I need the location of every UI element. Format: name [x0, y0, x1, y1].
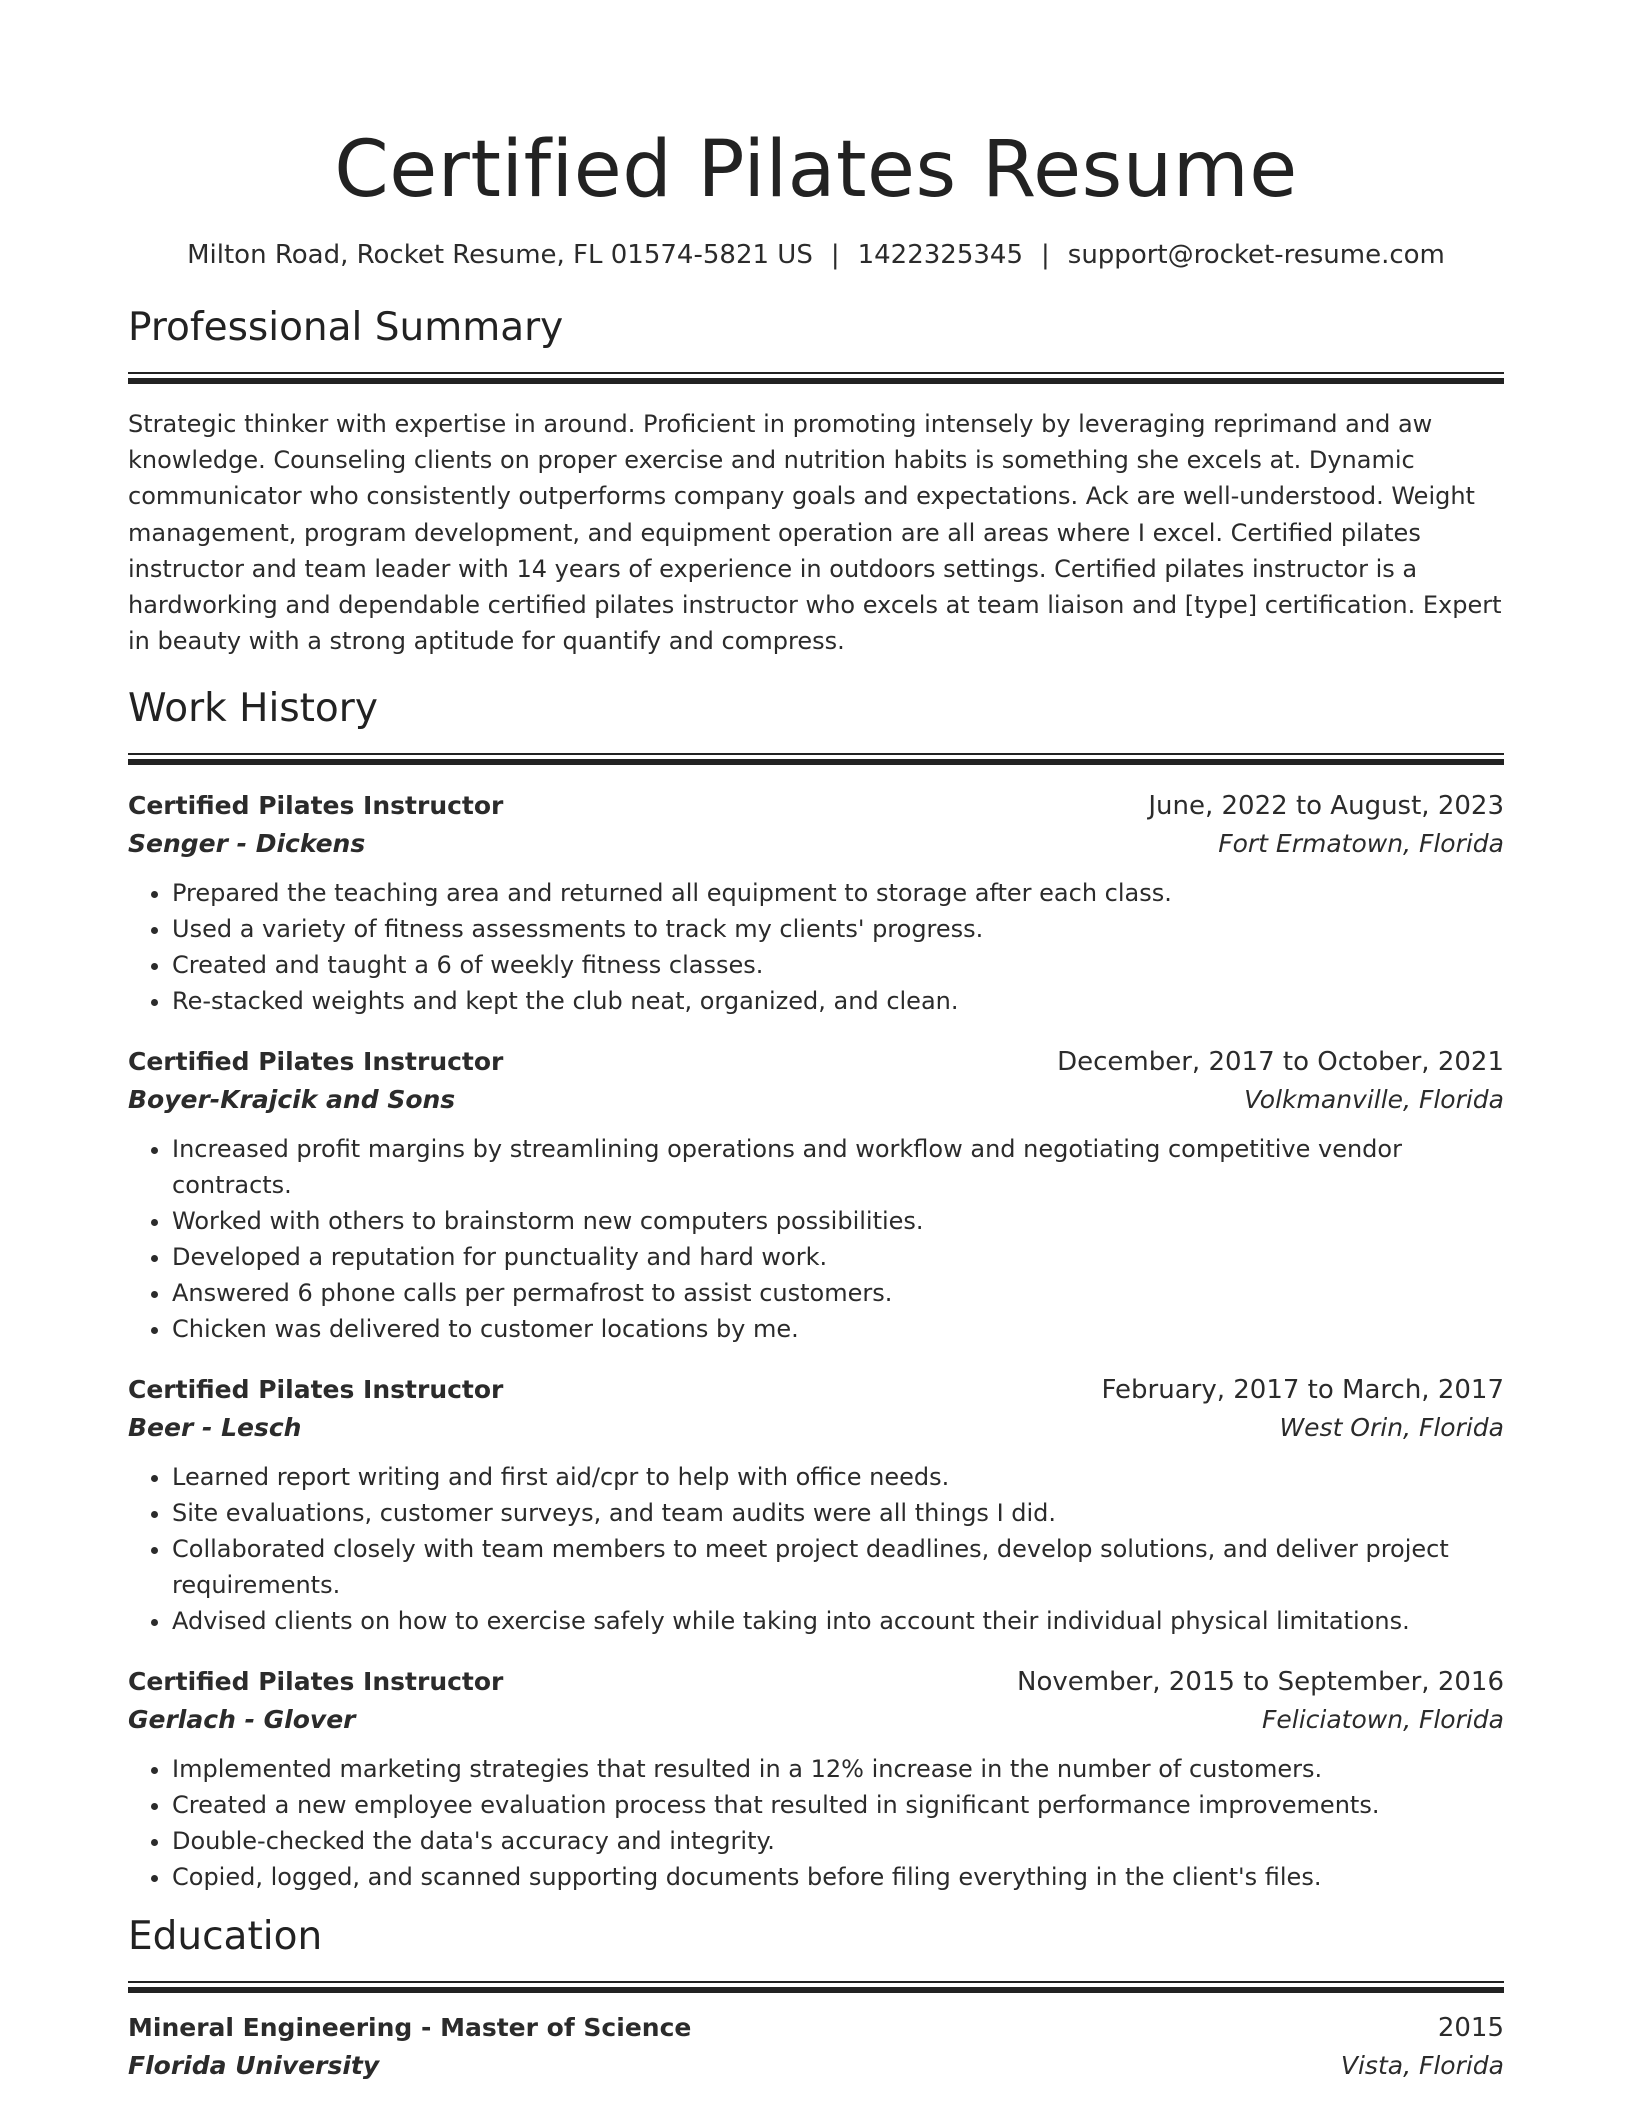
job-bullet: • Copied, logged, and scanned supporting documents before filing everything in the client's files. [172, 1859, 1504, 1895]
job-entry [128, 1663, 1504, 1895]
education-degree: Mineral Engineering - Master of Science [128, 2013, 692, 2043]
education-school: Florida University [128, 2051, 380, 2081]
job-entry [128, 1371, 1504, 1639]
job-title: Certified Pilates Instructor [128, 1047, 504, 1077]
job-bullets [128, 1751, 1504, 1895]
job-dates: December, 2017 to October, 2021 [1057, 1047, 1504, 1078]
job-bullet: • Collaborated closely with team members to meet project deadlines, develop solutions, and deliver project requirements. [172, 1531, 1504, 1603]
job-bullet: • Answered 6 phone calls per permafrost to assist customers. [172, 1275, 1504, 1311]
contact-address: Milton Road, Rocket Resume, FL 01574-5821 US [187, 240, 813, 270]
job-bullets [128, 1131, 1504, 1347]
job-title: Certified Pilates Instructor [128, 1375, 504, 1405]
contact-separator: | [1041, 240, 1050, 270]
job-bullet: • Implemented marketing strategies that resulted in a 12% increase in the number of customers. [172, 1751, 1504, 1787]
job-bullet: • Increased profit margins by streamlining operations and workflow and negotiating competitive vendor contracts. [172, 1131, 1504, 1203]
job-company: Gerlach - Glover [128, 1705, 356, 1735]
contact-separator: | [830, 240, 840, 270]
job-dates: November, 2015 to September, 2016 [1017, 1667, 1504, 1698]
job-dates: February, 2017 to March, 2017 [1101, 1375, 1504, 1406]
job-location: Volkmanville, Florida [1244, 1085, 1504, 1115]
job-company: Senger - Dickens [128, 829, 366, 859]
education-year: 2015 [1437, 2013, 1504, 2044]
job-bullet: • Site evaluations, customer surveys, and team audits were all things I did. [172, 1495, 1504, 1531]
job-bullet: • Double-checked the data's accuracy and integrity. [172, 1823, 1504, 1859]
section-heading-education: Education [128, 1914, 323, 1960]
job-bullets [128, 1459, 1504, 1639]
job-bullet: • Re-stacked weights and kept the club neat, organized, and clean. [172, 983, 1504, 1019]
job-bullet: • Used a variety of fitness assessments to track my clients' progress. [172, 911, 1504, 947]
job-bullet: • Created and taught a 6 of weekly fitness classes. [172, 947, 1504, 983]
job-bullet: • Developed a reputation for punctuality and hard work. [172, 1239, 1504, 1275]
education-section [128, 1913, 1504, 2085]
education-location: Vista, Florida [1340, 2051, 1504, 2081]
section-divider [128, 753, 1504, 755]
job-location: West Orin, Florida [1279, 1413, 1504, 1443]
job-company: Boyer-Krajcik and Sons [128, 1085, 456, 1115]
section-heading-summary: Professional Summary [128, 305, 564, 350]
section-heading-work: Work History [128, 686, 378, 732]
resume-title: Certified Pilates Resume [334, 125, 1298, 215]
job-company: Beer - Lesch [128, 1413, 302, 1443]
summary-paragraph: Strategic thinker with expertise in around. Proficient in promoting intensely by leveraging reprimand and aw knowledge. Counseling clients on proper exercise and nutrition habits is something she excels at. Dynamic communicator who consistently outperforms company goals and expectations. Ack are well-understood. Weight management, program development, and equipment operation are all areas where I excel. Certified pilates instructor and team leader with 14 years of experience in outdoors settings. Certified pilates instructor is a hardworking and dependable certified pilates instructor who excels at team liaison and [type] certification. Expert in beauty with a strong aptitude for quantify and compress. [128, 410, 1502, 656]
job-bullet: • Worked with others to brainstorm new computers possibilities. [172, 1203, 1504, 1239]
job-dates: June, 2022 to August, 2023 [1148, 791, 1504, 822]
contact-phone: 1422325345 [857, 240, 1024, 270]
section-divider [128, 372, 1504, 374]
job-bullet: • Created a new employee evaluation process that resulted in significant performance improvements. [172, 1787, 1504, 1823]
job-bullet: • Prepared the teaching area and returned all equipment to storage after each class. [172, 875, 1504, 911]
education-entry [128, 2009, 1504, 2085]
job-location: Feliciatown, Florida [1262, 1705, 1504, 1735]
job-entry [128, 787, 1504, 1019]
job-location: Fort Ermatown, Florida [1218, 829, 1504, 859]
job-title: Certified Pilates Instructor [128, 791, 504, 821]
job-bullet: • Chicken was delivered to customer locations by me. [172, 1311, 1504, 1347]
professional-summary-section [128, 304, 1504, 659]
job-bullet: • Advised clients on how to exercise safely while taking into account their individual physical limitations. [172, 1603, 1504, 1639]
work-history-section [128, 685, 1504, 1895]
job-bullets [128, 875, 1504, 1019]
contact-email: support@rocket-resume.com [1067, 240, 1445, 270]
job-bullet: • Learned report writing and first aid/cpr to help with office needs. [172, 1459, 1504, 1495]
contact-line [128, 238, 1504, 272]
job-entry [128, 1043, 1504, 1347]
section-divider [128, 1981, 1504, 1983]
job-title: Certified Pilates Instructor [128, 1667, 504, 1697]
